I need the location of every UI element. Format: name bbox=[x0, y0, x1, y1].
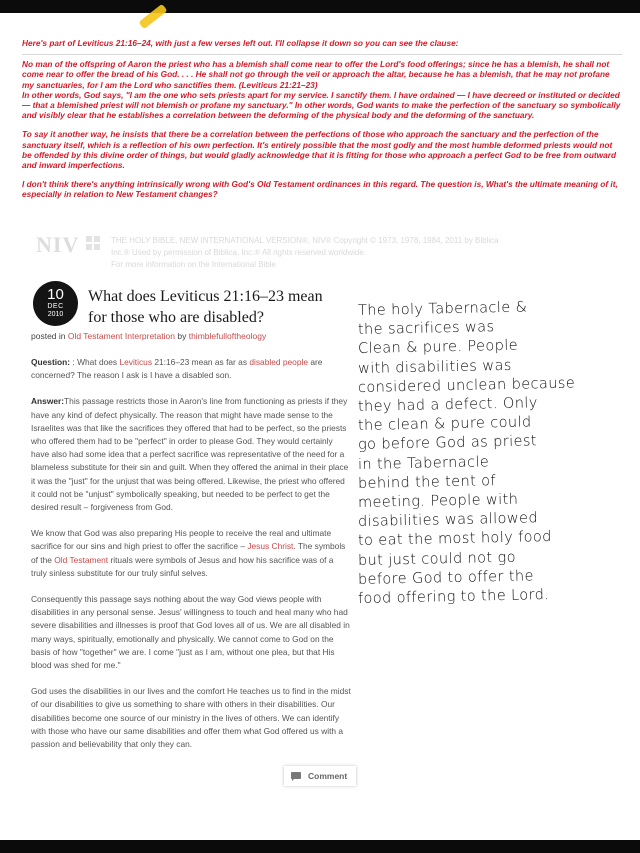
niv-logo: NIV bbox=[36, 232, 80, 257]
post-title[interactable]: What does Leviticus 21:16–23 mean for those who are disabled? bbox=[88, 288, 323, 326]
handwritten-line: meeting. People with bbox=[357, 491, 519, 512]
bottom-bar bbox=[0, 840, 640, 853]
article-paragraph-4: God uses the disabilities in our lives and the comfort He teaches us to find in the midst of our disabilities to give us something to share with others in their disabilities. Our disabilities become one source of our ministry in the lives of others. We can identify with those who have our same disabilities and offer them what God offered us with a passion and believability that only they can. bbox=[31, 686, 351, 750]
handwritten-line: go before God as priest bbox=[357, 433, 538, 454]
handwritten-line: the clean & pure could bbox=[357, 414, 532, 435]
handwritten-line: they had a defect. Only bbox=[357, 395, 538, 416]
handwritten-note bbox=[357, 299, 618, 609]
handwritten-line: before God to offer the bbox=[357, 568, 535, 588]
niv-copyright-notice bbox=[36, 232, 596, 278]
date-month: DEC bbox=[47, 303, 64, 310]
comment-label: Comment bbox=[308, 771, 348, 781]
niv-line-2: Inc.® Used by permission of Biblica, Inc.® All rights reserved worldwide. bbox=[111, 248, 366, 257]
handwritten-line: food offering to the Lord. bbox=[357, 587, 550, 608]
post-date-badge bbox=[33, 281, 78, 326]
comment-button[interactable] bbox=[284, 766, 356, 786]
handwritten-line: considered unclean because bbox=[357, 375, 576, 396]
handwritten-line: disabilities was allowed bbox=[357, 510, 539, 531]
date-day: 10 bbox=[47, 286, 64, 303]
quote-paragraph-3: To say it another way, he insists that there be a correlation between the perfections of those who approach the sanctuary and the perfection of the sanctuary itself, which is a reflection of his own perfection. It's entirely possible that the most godly and the most humble deformed priests would not be offended by this divine order of things, but would gladly acknowledge that it is fitting for those who approach a perfect God to be free from outward and inward imperfections. bbox=[22, 129, 617, 171]
handwritten-line: behind the tent of bbox=[357, 472, 497, 492]
quote-intro: Here's part of Leviticus 21:16–24, with just a few verses left out. I'll collapse it down so you can see the clause: bbox=[22, 38, 459, 48]
handwritten-line: Clean & pure. People bbox=[357, 338, 519, 358]
handwritten-line: to eat the most holy food bbox=[357, 529, 552, 550]
quote-paragraph-2: In other words, God says, "I am the one who sets priests apart for my service. I sanctify them. I have ordained — I have decreed or instituted or decided — that a blemished priest will not blemish or profane my sanctuary." In other words, God wants to make the perfection of the sanctuary so symbolically and visibly clear that he establishes a correlation between the deforming of the physical body and the deforming of the sanctuary. bbox=[22, 89, 621, 121]
leviticus-link[interactable]: Leviticus bbox=[119, 357, 153, 367]
question-paragraph: Question: : What does Leviticus 21:16–23 mean as far as disabled people are concerned? The reason I ask is I have a disabled son. bbox=[31, 357, 323, 381]
date-year: 2010 bbox=[47, 311, 64, 318]
handwritten-line: in the Tabernacle bbox=[357, 453, 490, 473]
category-link[interactable]: Old Testament Interpretation bbox=[67, 331, 175, 341]
jesus-christ-link[interactable]: Jesus Christ bbox=[247, 541, 294, 552]
handwritten-line: with disabilities was bbox=[357, 357, 512, 377]
old-testament-link[interactable]: Old Testament bbox=[54, 554, 109, 565]
article-body bbox=[31, 356, 351, 764]
disabled-people-link[interactable]: disabled people bbox=[249, 357, 309, 367]
quote-paragraph-1: No man of the offspring of Aaron the priest who has a blemish shall come near to offer the Lord's food offerings; since he has a blemish, he shall not come near to offer the bread of his God. . . . He shall not go through the veil or approach the altar, because he has a blemish, that he may not profane my sanctuaries, for I am the Lord who sanctifies them. (Leviticus 21:21–23) bbox=[22, 59, 610, 90]
post-meta: posted in Old Testament Interpretation by thimblefulloftheology bbox=[31, 331, 267, 341]
handwritten-line: the sacrifices was bbox=[357, 319, 495, 339]
niv-line-1: THE HOLY BIBLE, NEW INTERNATIONAL VERSION®, NIV® Copyright © 1973, 1978, 1984, 2011 by Biblica bbox=[111, 236, 499, 245]
author-link[interactable]: thimblefulloftheology bbox=[188, 331, 267, 341]
quote-divider bbox=[22, 54, 622, 55]
quoted-passage bbox=[22, 38, 622, 200]
niv-logo-grid-icon bbox=[86, 236, 100, 250]
niv-line-3: For more information on the International Bible bbox=[111, 260, 276, 269]
comment-icon bbox=[291, 772, 301, 779]
top-bar bbox=[0, 0, 640, 13]
answer-paragraph: Answer:This passage restricts those in Aaron's line from functioning as priests if they have any kind of defect physically. The reason that might have made sense to the Israelites was that like the sacrifices they offered that had to be perfect, so the priests who offered them had to be "perfect" in order to please God. They would certainly have also had some idea that a perfect sacrifice was representative of the need for a blameless substitute for their sin and guilt. When they offered the animal in their place it was the "just" for the unjust that was being offered. Likewise, the priest who offered it could not be "unjust" symbolically speaking, but needed to be perfect to get the desired result – forgiveness from God. bbox=[31, 396, 349, 513]
handwritten-line: The holy Tabernacle & bbox=[357, 299, 528, 319]
article-paragraph-3: Consequently this passage says nothing about the way God views people with disabilities in any personal sense. Jesus' willingness to touch and heal many who had severe disabilities and illnesses is proof that God loves all of us. We are all disabled in many ways, spiritually, emotionally and physically. We cannot come to God on the basis of how "together" we are. I come "just as I am, without one plea, but that His blood was shed for me." bbox=[31, 594, 350, 671]
article-paragraph-2: We know that God was also preparing His people to receive the real and ultimate sacrifice for our sins and high priest to offer the sacrifice – Jesus Christ. The symbols of the Old Testament rituals were symbols of Jesus and how his sacrifice was of a truly sinless substitute for our truly sinful selves. bbox=[31, 528, 346, 578]
quote-paragraph-4: I don't think there's anything intrinsically wrong with God's Old Testament ordinances in this regard. The question is, What's the ultimate meaning of it, especially in relation to New Testament changes? bbox=[22, 179, 618, 200]
handwritten-line: but just could not go bbox=[357, 549, 517, 569]
